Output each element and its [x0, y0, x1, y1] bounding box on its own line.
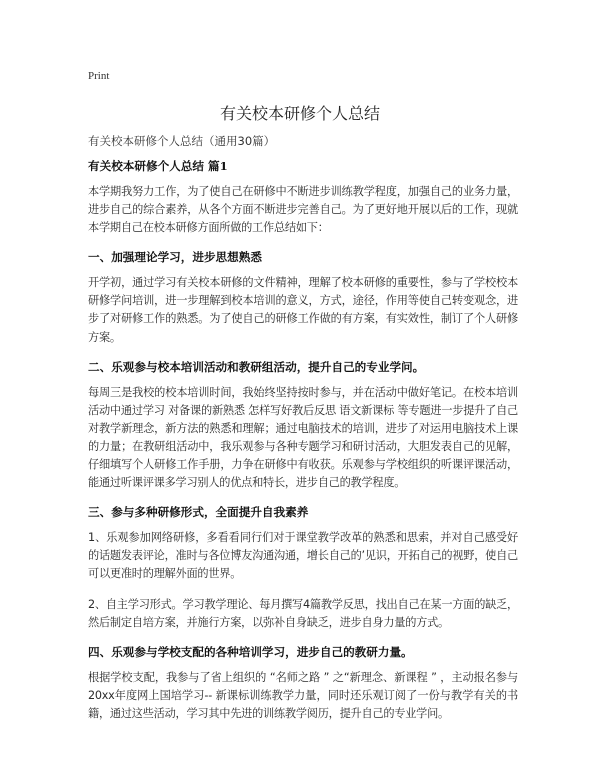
document-subtitle: 有关校本研修个人总结（通用30篇） [88, 134, 276, 148]
paragraph: 本学期我努力工作，为了使自己在研修中不断进步训练教学程度，加强自己的业务力量，进步自己的综合素养，从各个方面不断进步完善自己。为了更好地开展以后的工作，现就本学期自己在校本研修方面所做的工作总结如下： [88, 185, 518, 235]
paragraph: 每周三是我校的校本培训时间，我始终坚持按时参与，并在活动中做好笔记。在校本培训活动中通过学习 对备课的新熟悉 怎样写好教后反思 语文新课标 等专题进一步提升了自己对教学新理念，新方法的熟悉和理解；通过电脑技术的培训，进步了对运用电脑技术上课的力量；在教研组活动中，我乐观参与各种专题学习和研讨活动，大胆发表自己的见解，仔细填写个人研修工作手册，力争在研修中有收获。乐观参与学校组织的听课评课活动，能通过听课评课多学习别人的优点和特长，进步自己的教学程度。 [88, 385, 518, 490]
section-heading: 一、加强理论学习，进步思想熟悉 [88, 250, 262, 265]
section-heading: 四、乐观参与学校支配的各种培训学习，进步自己的教研力量。 [88, 644, 413, 659]
paragraph: 1、乐观参加网络研修，多看看同行们对于课堂教学改革的熟悉和思索，并对自己感受好的话题发表评论，准时与各位博友沟通沟通，增长自己的’见识，开拓自己的视野，使自己可以更准时的理解外面的世界。 [88, 531, 518, 581]
paragraph: 开学初，通过学习有关校本研修的文件精神，理解了校本研修的重要性，参与了学校校本研修学问培训，进一步理解到校本培训的意义，方式，途径，作用等使自己转变观念，进步了对研修工作的熟悉。为了使自己的研修工作做的有方案，有实效性，制订了个人研修方案。 [88, 276, 518, 344]
section-heading: 有关校本研修个人总结 篇1 [88, 159, 228, 173]
section-heading: 二、乐观参与校本培训活动和教研组活动，提升自己的专业学问。 [88, 359, 425, 374]
paragraph: 2、自主学习形式。学习教学理论、每月撰写4篇教学反思，找出自己在某一方面的缺乏，然后制定自培方案，并施行方案，以弥补自身缺乏，进步自身力量的方式。 [88, 597, 518, 629]
document-title: 有关校本研修个人总结 [219, 104, 380, 123]
print-label: Print [88, 70, 110, 82]
paragraph: 根据学校支配，我参与了省上组织的 “名师之路 ” 之“新理念、新课程 ” ，主动报名参与20xx年度网上国培学习-- 新课标训练教学力量，同时还乐观订阅了一份与教学有关的书籍，通过这些活动，学习其中先进的训练教学阅历，提升自己的专业学问。 [88, 670, 518, 720]
section-heading: 三、参与多种研修形式，全面提升自我素养 [88, 505, 309, 520]
document-body [88, 158, 518, 723]
